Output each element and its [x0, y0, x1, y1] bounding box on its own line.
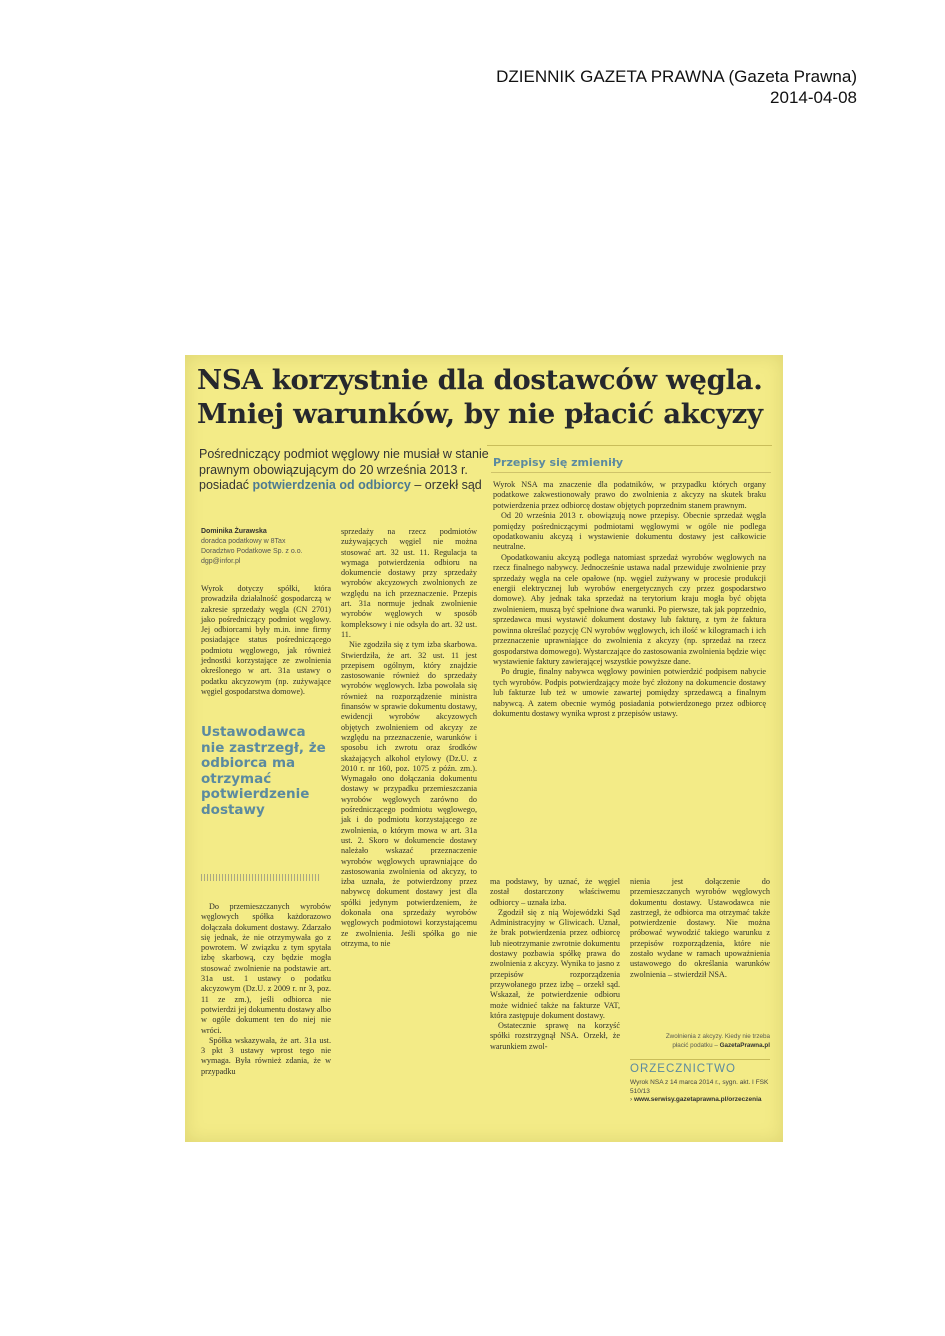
lead-tail: – orzekł sąd: [410, 478, 482, 492]
author-email: dgp@infor.pl: [201, 558, 241, 565]
author-role: doradca podatkowy w 8Tax: [201, 538, 286, 545]
orzecznictwo-text: Wyrok NSA z 14 marca 2014 r., sygn. akt. I FSK 510/13 › www.serwisy.gazetaprawna.pl/orzeczenia: [630, 1079, 769, 1103]
sidebar-box: [487, 445, 772, 865]
article-column-4: [630, 877, 770, 1022]
paragraph: sprzedaży na rzecz podmiotów zużywających węgiel nie można stosować art. 32 ust. 11. Regulacja ta wymaga potwierdzenia odbioru na dokumencie dostawy przy sprzedaży wyrobów akcyzowych zwolnionych ze względu na ich przeznaczenie. Przepis art. 31a normuje jednak zwolnienie wyrobów węglowych w sposób kompleksowy i nie odsyła do art. 32 ust. 11.: [341, 527, 477, 639]
paragraph: Do przemieszczanych wyrobów węglowych spółka każdorazowo dołączała dokument dostawy. Zdarzało się jednak, że nie otrzymywała go z powrotem. W związku z tym spytała izbę skarbową, czy będzie mogła stosować zwolnienie na podstawie art. 31a ust. 1 ustawy o podatku akcyzowym (Dz.U. z 2009 r. nr 3, poz. 11 ze zm.), jeśli odbiorca nie potwierdzi jej dokumentu dostawy albo w ogóle dokument ten do niej nie wróci.: [201, 902, 331, 1035]
article-lead: [199, 447, 489, 494]
note-site: GazetaPrawna.pl: [719, 1041, 770, 1049]
sidebar-title: Przepisy się zmieniły: [493, 456, 624, 469]
pull-quote: Ustawodawca nie zastrzegł, że odbiorca ma otrzymać potwierdzenie dostawy: [201, 724, 326, 818]
lead-highlight: potwierdzenia od odbiorcy: [252, 478, 411, 492]
orzecznictwo-title: ORZECZNICTWO: [630, 1059, 770, 1076]
lead-text: Pośredniczący podmiot węglowy nie musiał w stanie prawnym obowiązującym do 20 września 2013 r. posiadać: [199, 447, 489, 492]
paragraph: Wyrok NSA ma znaczenie dla podatników, w przypadku których organy podatkowe zakwestionowały prawo do zwolnienia z akcyzy na skutek braku potwierdzenia przez odbiorcę dostaw objętych poprzednim stanem prawnym.: [493, 480, 766, 510]
rulings-link: www.serwisy.gazetaprawna.pl/orzeczenia: [633, 1096, 762, 1103]
paragraph: nienia jest dołączenie do przemieszczanych wyrobów węglowych dokumentu dostawy. Ustawodawca nie zastrzegł, że odbiorca ma otrzymać także potwierdzenie dostawy. Nie można próbować wywodzić takiego warunku z przepisów rozporządzenia, które nie zostało wydane w ramach upoważnienia ustawowego do określania warunków zwolnienia – stwierdził NSA.: [630, 877, 770, 979]
related-note: [630, 1033, 770, 1050]
article-column-1-top: [201, 584, 331, 712]
headline-line-2: Mniej warunków, by nie płacić akcyzy: [197, 398, 763, 430]
newspaper-clipping: [185, 355, 783, 1142]
page-header: [437, 66, 857, 108]
source-name: DZIENNIK GAZETA PRAWNA (Gazeta Prawna): [496, 67, 857, 86]
article-headline: [197, 363, 777, 431]
article-column-1-bottom: [201, 902, 331, 1142]
paragraph: ma podstawy, by uznać, że węgiel został dostarczony właściwemu odbiorcy – uznała izba.: [490, 877, 620, 907]
paragraph: Wyrok dotyczy spółki, która prowadziła działalność gospodarczą w zakresie sprzedaży węgla (CN 2701) jako pośredniczący podmiot węglowy. Jej odbiorcami były m.in. inne firmy posiadające status pośredniczącego podmiotu węglowego, jak również jednostki korzystające ze zwolnienia określonego w art. 31a ustawy o podatku akcyzowym (np. zużywające węgiel gospodarstwa domowe).: [201, 584, 331, 696]
paragraph: Opodatkowaniu akcyzą podlega natomiast sprzedaż wyrobów węglowych na rzecz finalnego nabywcy. Jednocześnie ustawa nadal przewiduje zwolnienie przy sprzedaży węgla na cele opałowe (np. węgiel zużywany w procesie produkcji energii elektrycznej lub wyrobów energetycznych czy przez gospodarstwo domowe). Aby jednak taka sprzedaż na terytorium kraju mogła być objęta zwolnieniem, muszą być spełnione dwa warunki. Po pierwsze, tak jak poprzednio, sprzedawca musi wystawić dokument dostawy lub fakturę, z tym że faktura powinna określać pozycję CN wyrobów węglowych, ich ilość w kilogramach i ich przeznaczenie uprawniające do zwolnienia z akcyzy (np. sprzedaż na rzecz gospodarstwa domowego). Wystarczające do zastosowania zwolnienia będzie więc wystawienie faktury zawierającej wszystkie powyższe dane.: [493, 552, 766, 666]
sidebar-rule: [491, 472, 771, 473]
article-column-2: [341, 527, 477, 948]
author-name: Dominika Żurawska: [201, 528, 267, 535]
ruling-reference: Wyrok NSA z 14 marca 2014 r., sygn. akt. I FSK 510/13: [630, 1079, 769, 1095]
paragraph: Zgodził się z nią Wojewódzki Sąd Administracyjny w Gliwicach. Uznał, że brak potwierdzenia przez odbiorcę lub nieotrzymanie zwrotnie dokumentu dostawy pozbawia spółkę prawa do zwolnienia z akcyzy. Wynika to jasno z przepisów rozporządzenia przywołanego przez izbę – orzekł sąd. Wskazał, że potwierdzenie odbioru może widnieć także na fakturze VAT, która zastępuje dokument dostawy.: [490, 907, 620, 1020]
byline: [201, 527, 336, 567]
sidebar-text: [493, 480, 766, 858]
publication-date: 2014-04-08: [770, 88, 857, 107]
paragraph: Nie zgodziła się z tym izba skarbowa. Stwierdziła, że art. 32 ust. 11 jest przepisem ogólnym, który znajdzie zastosowanie również do sprzedaży wyrobów węglowych. Izba powołała się również na rozporządzenie ministra finansów w sprawie dokumentu dostawy, ewidencji wyrobów akcyzowych objętych zwolnieniem od akcyzy ze względu na przeznaczenie, warunków i sposobu ich zwrotu oraz środków skażających alkohol etylowy (Dz.U. z 2010 r. nr 160, poz. 1075 z późn. zm.). Wymagało ono dołączania dokumentu dostawy w przypadku przemieszczania wyrobów węglowych zarówno do pośredniczącego podmiotu węglowego, jak i do podmiotu korzystającego ze zwolnienia, o którym mowa w art. 31a ust. 2. Skoro w dokumencie dostawy należało wskazać przeznaczenie wyrobów węglowych uprawniające do zastosowania zwolnienia od akcyzy, to izba uznała, że potwierdzony przez nabywcę dokument dostawy jest dla spółki jedynym potwierdzeniem, że dokonała ona sprzedaży wyrobów węglowych podmiotowi korzystającemu ze zwolnienia. Jeśli spółka go nie otrzyma, to nie: [341, 640, 477, 948]
headline-line-1: NSA korzystnie dla dostawców węgla.: [197, 364, 763, 396]
note-line-2: płacić podatku –: [672, 1041, 718, 1049]
author-company: Doradztwo Podatkowe Sp. z o.o.: [201, 548, 303, 555]
paragraph: Ostatecznie sprawę na korzyść spółki rozstrzygnął NSA. Orzekł, że warunkiem zwol-: [490, 1021, 620, 1051]
paragraph: Od 20 września 2013 r. obowiązują nowe przepisy. Obecnie sprzedaż węgla pomiędzy pośredniczącymi podmiotami węglowymi w ogóle nie podlega opodatkowaniu akcyzą i wystawienie dokumentu dostawy jest całkowicie neutralne.: [493, 511, 766, 552]
paragraph: Spółka wskazywała, że art. 31a ust. 3 pkt 3 ustawy wprost tego nie wymaga. Była również zdania, że w przypadku: [201, 1035, 331, 1076]
note-line-1: Zwolnienia z akcyzy. Kiedy nie trzeba: [665, 1033, 770, 1040]
article-column-3: [490, 877, 620, 1142]
paragraph: Po drugie, finalny nabywca węglowy powinien potwierdzić podpisem nabycie tych wyrobów. Podpis potwierdzający może być złożony na dokumencie dostawy lub fakturze lub też w umowie zawartej pomiędzy sprzedawcą a finalnym nabywcą. A zatem obecnie wymóg posiadania potwierdzonego przez odbiorcę dokumentu dostawy wynika wprost z przepisów ustawy.: [493, 667, 766, 718]
pull-quote-rule: [201, 874, 321, 881]
